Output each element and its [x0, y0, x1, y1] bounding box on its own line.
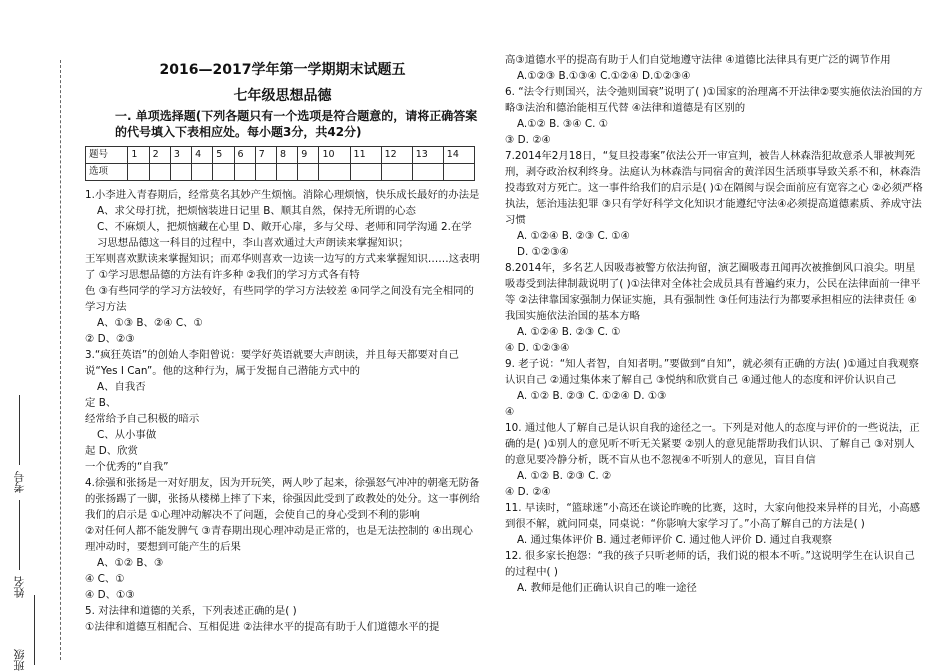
- table-answer-label: 选项: [86, 164, 128, 181]
- exam-subtitle: 七年级思想品德: [233, 88, 332, 104]
- question-line: 12. 很多家长抱怨：“我的孩子只听老师的话，我们说的根本不听。”这说明学生在认识自己的过程中( ): [505, 550, 915, 578]
- side-label-xingming: 姓名: [12, 500, 28, 598]
- question-line: ② D、②③: [85, 333, 135, 345]
- binding-line: [60, 60, 61, 660]
- question-line: ②对任何人都不能发脾气 ③青春期出现心理冲动是正常的，也是无法控制的 ④出现心理冲动时，要想到可能产生的后果: [85, 525, 473, 553]
- question-line: ③ D. ②④: [505, 134, 551, 146]
- section-heading: 一. 单项选择题(下列各题只有一个选项是符合题意的，请将正确答案的代号填入下表相应处。每小题3分，共42分): [115, 109, 478, 139]
- question-line: A、自我否: [97, 381, 146, 393]
- table-header-cell: 4: [192, 147, 213, 164]
- right-questions: [505, 52, 925, 596]
- question-line: ④: [505, 406, 515, 418]
- question-line: 9. 老子说：“知人者智，自知者明。”要做到“自知”，就必须有正确的方法( )①通过自我观察认识自己 ②通过集体来了解自己 ③悦纳和欣赏自己 ④通过他人的态度和评价认识自己: [505, 358, 919, 386]
- question-line: 1.小李进入青春期后，经常莫名其妙产生烦恼。消除心理烦恼，快乐成长最好的办法是: [85, 189, 480, 201]
- question-line: 定 B、: [85, 397, 117, 409]
- answer-cell[interactable]: [128, 164, 149, 181]
- answer-table: [85, 146, 475, 181]
- question-line: 王军则喜欢默读来掌握知识；而邓华则喜欢一边读一边写的方式来掌握知识……这表明了 ①学习思想品德的方法有许多种 ②我们的学习方式各有特: [85, 253, 480, 281]
- question-line: A.①②③ B.①③④ C.①②④ D.①②③④: [517, 70, 691, 82]
- question-line: C、从小事做: [97, 429, 157, 441]
- question-line: 5. 对法律和道德的关系，下列表述正确的是( ): [85, 605, 297, 617]
- answer-cell[interactable]: [298, 164, 319, 181]
- question-line: 高③道德水平的提高有助于人们自觉地遵守法律 ④道德比法律具有更广泛的调节作用: [505, 54, 891, 66]
- question-line: ①法律和道德互相配合、互相促进 ②法律水平的提高有助于人们道德水平的提: [85, 621, 440, 633]
- question-line: ④ C、①: [85, 573, 125, 585]
- question-line: A、①③ B、②④ C、①: [97, 317, 203, 329]
- answer-cell[interactable]: [443, 164, 474, 181]
- table-header-cell: 6: [234, 147, 255, 164]
- question-line: 10. 通过他人了解自己是认识自我的途径之一。下列是对他人的态度与评价的一些说法，正确的是( )①别人的意见听不听无关紧要 ②别人的意见能帮助我们认识、了解自己 ③对别人的意见要冷静分析，既不盲从也不忽视④不听别人的意见，盲目自信: [505, 422, 920, 466]
- question-line: ④ D、①③: [85, 589, 135, 601]
- answer-cell[interactable]: [192, 164, 213, 181]
- question-line: A. ①② B. ②③ C. ①②④ D. ①③: [517, 390, 667, 402]
- table-header-cell: 10: [319, 147, 350, 164]
- question-line: 11. 早读时，“篮球迷”小高还在谈论昨晚的比赛，这时，大家向他投来异样的目光，小高感到很不解，就问同桌，同桌说：“你影响大家学习了。”小高了解自己的方法是( ): [505, 502, 921, 530]
- question-line: 4.徐强和张扬是一对好朋友，因为开玩笑，两人吵了起来，徐强怒气冲冲的朝毫无防备的张扬踢了一脚，张扬从楼梯上摔了下来，徐强因此受到了政教处的处分。这一事例给我们的启示是 ①心理冲动解决不了问题，会使自己的身心受到不利的影响: [85, 477, 480, 521]
- table-header-cell: 13: [412, 147, 443, 164]
- table-header-cell: 14: [443, 147, 474, 164]
- answer-cell[interactable]: [319, 164, 350, 181]
- question-line: A. 通过集体评价 B. 通过老师评价 C. 通过他人评价 D. 通过自我观察: [517, 534, 833, 546]
- table-header-cell: 8: [277, 147, 298, 164]
- question-line: A. ①②④ B. ②③ C. ①: [517, 326, 621, 338]
- table-header-cell: 9: [298, 147, 319, 164]
- question-line: A. ①②④ B. ②③ C. ①④: [517, 230, 630, 242]
- question-line: 经常给予自己积极的暗示: [85, 413, 200, 425]
- question-line: A、①② B、③: [97, 557, 164, 569]
- answer-cell[interactable]: [234, 164, 255, 181]
- question-line: 3.“疯狂英语”的创始人李阳曾说：要学好英语就要大声朗读，并且每天都要对自己说“Yes I Can”。他的这种行为，属于发掘自己潜能方式中的: [85, 349, 459, 377]
- question-line: 一个优秀的“自我”: [85, 461, 169, 473]
- left-column: [85, 0, 480, 635]
- side-label-kaohao: 考号: [12, 395, 28, 493]
- answer-cell[interactable]: [170, 164, 191, 181]
- question-line: ④ D. ①②③④: [505, 342, 570, 354]
- answer-table-header: [86, 147, 475, 164]
- answer-cell[interactable]: [381, 164, 412, 181]
- table-header-cell: 1: [128, 147, 149, 164]
- question-line: 色 ③有些同学的学习方法较好，有些同学的学习方法较差 ④同学之间没有完全相同的学习方法: [85, 285, 474, 313]
- answer-cell[interactable]: [277, 164, 298, 181]
- question-line: D. ①②③④: [517, 246, 569, 258]
- question-line: A.①② B. ③④ C. ①: [517, 118, 609, 130]
- right-column: [505, 52, 925, 596]
- answer-cell[interactable]: [149, 164, 170, 181]
- left-questions: [85, 187, 480, 635]
- table-header-cell: 7: [255, 147, 276, 164]
- table-header-cell: 5: [213, 147, 234, 164]
- question-line: 7.2014年2月18日，“复旦投毒案”依法公开一审宣判，被告人林森浩犯故意杀人罪被判死刑，剥夺政治权利终身。法庭认为林森浩与同宿舍的黄洋因生活琐事导致关系不和，林森浩投毒致对方死亡。这一事件给我们的启示是( )①在隔阂与误会面前应有宽容之心 ②必须严格执法，惩治违法犯罪 ③只有学好科学文化知识才能遵纪守法④必须提高道德素质、养成守法习惯: [505, 150, 923, 226]
- question-line: ④ D. ②④: [505, 486, 551, 498]
- question-line: A. 教师是他们正确认识自己的唯一途径: [517, 582, 697, 594]
- question-line: 8.2014年，多名艺人因吸毒被警方依法拘留，演艺圈吸毒丑闻再次被推倒风口浪尖。明星吸毒受到法律制裁说明了( )①法律对全体社会成员具有普遍约束力，公民在法律面前一律平等 ②法律靠国家强制力保证实施，具有强制性 ③任何违法行为都要承担相应的法律责任 ④我国实施依法治国的基本方略: [505, 262, 921, 322]
- table-header-cell: 12: [381, 147, 412, 164]
- answer-cell[interactable]: [350, 164, 381, 181]
- question-line: A、求父母打扰，把烦恼装进日记里 B、顺其自然，保持无所谓的心态: [97, 205, 416, 217]
- answer-cell[interactable]: [213, 164, 234, 181]
- side-label-banji: 班级: [12, 590, 41, 671]
- answer-table-row: [86, 164, 475, 181]
- question-line: 起 D、欣赏: [85, 445, 138, 457]
- exam-title: 2016—2017学年第一学期期末试题五: [159, 62, 406, 78]
- question-line: 6. “法令行则国兴，法令弛则国衰”说明了( )①国家的治理离不开法律②要实施依法治国的方略③法治和德治能相互代替 ④法律和道德是有区别的: [505, 86, 923, 114]
- table-header-cell: 2: [149, 147, 170, 164]
- question-line: A. ①② B. ②③ C. ②: [517, 470, 612, 482]
- answer-cell[interactable]: [412, 164, 443, 181]
- table-header-cell: 11: [350, 147, 381, 164]
- table-header-cell: 题号: [86, 147, 128, 164]
- question-line: C、不麻烦人，把烦恼藏在心里 D、敞开心扉，多与父母、老师和同学沟通 2.在学习思想品德这一科目的过程中，李山喜欢通过大声朗读来掌握知识；: [97, 221, 472, 249]
- table-header-cell: 3: [170, 147, 191, 164]
- answer-cell[interactable]: [255, 164, 276, 181]
